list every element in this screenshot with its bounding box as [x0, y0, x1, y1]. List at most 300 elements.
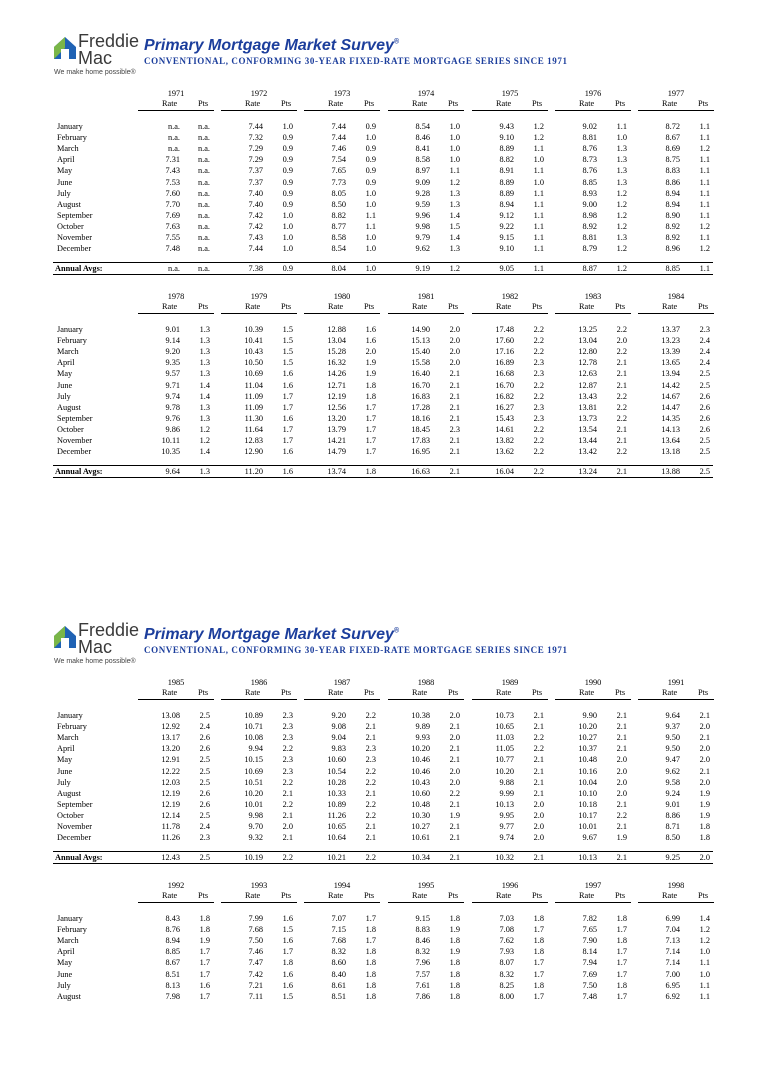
pts-value: 1.8 — [449, 991, 460, 1001]
pts-value: 2.0 — [699, 744, 710, 754]
rate-value: 7.43 — [248, 233, 263, 242]
rate-value: 12.71 — [327, 380, 346, 390]
annual-avg-pts: 1.2 — [449, 264, 460, 274]
pts-value: 1.3 — [199, 347, 210, 357]
pts-value: 2.0 — [449, 358, 460, 368]
rate-value: 9.15 — [499, 233, 514, 242]
annual-avg-rate: 11.20 — [244, 467, 263, 477]
annual-avg-rate: 13.74 — [327, 467, 346, 477]
pts-value: 2.0 — [282, 822, 293, 831]
pts-value: 1.6 — [282, 380, 293, 390]
annual-avg-rate: 10.34 — [411, 853, 430, 863]
pts-value: 2.2 — [282, 777, 293, 787]
rate-value: 14.21 — [327, 436, 346, 445]
rate-value: 7.65 — [331, 166, 346, 176]
pts-value: 2.2 — [533, 336, 544, 346]
rate-value: 7.55 — [165, 233, 180, 242]
column-header-rule — [138, 902, 214, 903]
rate-value: 9.15 — [415, 914, 430, 923]
rate-value: 9.22 — [499, 221, 514, 231]
pts-value: 2.5 — [699, 436, 710, 445]
column-header-rule — [221, 110, 297, 111]
rate-value: 11.09 — [244, 391, 263, 401]
rate-value: 13.17 — [161, 733, 180, 743]
rate-header: Rate — [496, 688, 512, 697]
pts-value: 1.3 — [616, 166, 627, 176]
pts-value: 1.0 — [282, 210, 293, 220]
month-label: June — [57, 177, 73, 187]
rate-value: 17.48 — [495, 325, 514, 334]
rate-value: 8.58 — [331, 233, 346, 242]
rate-value: 9.67 — [582, 833, 597, 843]
rate-value: 10.43 — [244, 347, 263, 357]
pts-value: 1.4 — [449, 233, 460, 242]
pts-value: 2.3 — [533, 402, 544, 412]
rate-value: 8.51 — [331, 991, 346, 1001]
pts-value: 1.1 — [699, 177, 710, 187]
pts-value: 2.2 — [533, 744, 544, 754]
rate-value: 13.08 — [161, 711, 180, 720]
pts-value: 1.6 — [282, 936, 293, 946]
pts-value: 1.3 — [199, 336, 210, 346]
rate-value: 8.83 — [415, 925, 430, 935]
rate-value: 10.11 — [161, 436, 180, 445]
rate-value: 16.82 — [495, 391, 514, 401]
rate-value: 8.81 — [582, 233, 597, 242]
pts-value: 2.0 — [616, 755, 627, 765]
pts-value: 2.2 — [365, 777, 376, 787]
pts-value: 2.2 — [533, 325, 544, 334]
pts-value: 2.0 — [449, 325, 460, 334]
rate-value: 9.14 — [165, 336, 180, 346]
pts-value: 2.1 — [616, 358, 627, 368]
pts-value: 1.7 — [365, 436, 376, 445]
pts-value: 2.1 — [449, 833, 460, 843]
page-2 — [0, 622, 768, 1092]
pts-value: 1.8 — [282, 958, 293, 968]
pts-header: Pts — [448, 99, 459, 108]
rate-header: Rate — [162, 891, 178, 900]
rate-value: n.a. — [168, 122, 180, 131]
pts-value: 2.5 — [199, 755, 210, 765]
column-header-rule — [388, 902, 464, 903]
rate-value: 7.65 — [582, 925, 597, 935]
rate-value: 9.24 — [665, 788, 680, 798]
rate-value: 7.50 — [248, 936, 263, 946]
pts-value: 1.1 — [699, 991, 710, 1001]
rate-value: 8.83 — [665, 166, 680, 176]
year-label: 1977 — [667, 89, 685, 98]
year-label: 1988 — [417, 678, 435, 687]
rate-value: 10.28 — [327, 777, 346, 787]
pts-value: 1.8 — [449, 969, 460, 979]
pts-value: 2.1 — [533, 755, 544, 765]
pts-value: 2.3 — [282, 766, 293, 776]
rate-value: 7.69 — [582, 969, 597, 979]
pts-value: 2.3 — [533, 413, 544, 423]
month-label: September — [57, 413, 93, 423]
rate-value: 8.54 — [415, 122, 430, 131]
survey-title — [144, 626, 399, 644]
rate-value: 9.62 — [415, 244, 430, 254]
month-label: January — [57, 122, 83, 131]
pts-value: 2.4 — [199, 822, 210, 831]
brand-name-line2: Mac — [78, 637, 113, 657]
rate-value: 13.04 — [578, 336, 597, 346]
pts-value: 2.2 — [533, 424, 544, 434]
month-label: June — [57, 969, 73, 979]
column-header-rule — [472, 902, 548, 903]
rate-value: 7.44 — [331, 133, 346, 143]
rate-value: 7.46 — [248, 947, 263, 957]
column-header-rule — [555, 110, 631, 111]
year-label: 1991 — [667, 678, 685, 687]
rate-value: 10.43 — [411, 777, 430, 787]
rate-value: 9.35 — [165, 358, 180, 368]
rate-value: 8.92 — [665, 233, 680, 242]
pts-header: Pts — [615, 302, 626, 311]
rate-value: 14.67 — [661, 391, 680, 401]
rate-value: 12.78 — [578, 358, 597, 368]
rate-value: 8.69 — [665, 144, 680, 154]
pts-value: 1.7 — [616, 958, 627, 968]
pts-value: 1.8 — [533, 947, 544, 957]
brand-name-line2: Mac — [78, 48, 113, 68]
pts-value: 2.0 — [616, 766, 627, 776]
rate-value: 16.32 — [327, 358, 346, 368]
rate-value: 7.44 — [248, 122, 263, 131]
pts-value: 1.5 — [282, 358, 293, 368]
pts-value: 1.3 — [449, 199, 460, 209]
pts-value: 1.1 — [533, 166, 544, 176]
month-label: November — [57, 233, 93, 242]
rate-header: Rate — [579, 302, 595, 311]
annual-avg-rate: 9.19 — [415, 264, 430, 274]
annual-avg-rate: 16.63 — [411, 467, 430, 477]
pts-value: 1.8 — [365, 380, 376, 390]
pts-value: 1.2 — [699, 925, 710, 935]
rate-value: 18.45 — [411, 424, 430, 434]
pts-value: 2.2 — [533, 447, 544, 457]
annual-avg-pts: 2.1 — [616, 853, 627, 863]
pts-value: 1.1 — [699, 233, 710, 242]
column-header-rule — [472, 699, 548, 700]
month-label: August — [57, 402, 81, 412]
rate-value: 10.64 — [327, 833, 346, 843]
rate-value: 9.93 — [415, 733, 430, 743]
pts-value: 1.8 — [616, 914, 627, 923]
pts-value: 1.7 — [282, 402, 293, 412]
rate-value: 7.68 — [331, 936, 346, 946]
rate-value: 9.00 — [582, 199, 597, 209]
pts-value: 2.2 — [533, 347, 544, 357]
pts-header: Pts — [532, 891, 543, 900]
month-label: April — [57, 744, 75, 754]
pts-value: 2.1 — [699, 711, 710, 720]
pts-value: 2.0 — [699, 722, 710, 732]
rate-value: 12.22 — [161, 766, 180, 776]
rate-value: 13.54 — [578, 424, 597, 434]
rate-header: Rate — [412, 688, 428, 697]
rate-value: 18.16 — [411, 413, 430, 423]
rate-value: 7.47 — [248, 958, 263, 968]
rate-value: 9.50 — [665, 744, 680, 754]
pts-value: 2.2 — [616, 413, 627, 423]
pts-header: Pts — [364, 891, 375, 900]
annual-avg-pts: 2.1 — [533, 853, 544, 863]
pts-value: 1.7 — [365, 914, 376, 923]
pts-value: 1.7 — [365, 413, 376, 423]
survey-title-text: Primary Mortgage Market Survey — [144, 626, 394, 643]
pts-value: 2.0 — [449, 336, 460, 346]
rate-value: 9.62 — [665, 766, 680, 776]
pts-value: 1.9 — [699, 799, 710, 809]
pts-header: Pts — [532, 688, 543, 697]
rate-value: 8.76 — [582, 144, 597, 154]
year-label: 1974 — [417, 89, 435, 98]
pts-value: 1.9 — [365, 369, 376, 379]
pts-header: Pts — [448, 302, 459, 311]
pts-value: 1.1 — [616, 122, 627, 131]
rate-value: 14.90 — [411, 325, 430, 334]
pts-value: 1.8 — [616, 980, 627, 990]
pts-value: 2.6 — [199, 733, 210, 743]
rate-header: Rate — [662, 891, 678, 900]
rate-value: 13.20 — [161, 744, 180, 754]
month-label: July — [57, 391, 71, 401]
rate-value: 10.30 — [411, 810, 430, 820]
rate-value: 8.61 — [331, 980, 346, 990]
rate-value: 14.47 — [661, 402, 680, 412]
rate-value: 10.08 — [244, 733, 263, 743]
year-label: 1982 — [501, 292, 519, 301]
rate-value: 13.20 — [327, 413, 346, 423]
pts-value: 2.1 — [449, 380, 460, 390]
year-label: 1996 — [501, 881, 519, 890]
survey-subtitle: CONVENTIONAL, CONFORMING 30-YEAR FIXED-RATE MORTGAGE SERIES SINCE 1971 — [144, 645, 568, 655]
rate-value: 12.91 — [161, 755, 180, 765]
rate-value: 12.19 — [161, 799, 180, 809]
pts-value: 1.1 — [533, 221, 544, 231]
rate-value: 7.70 — [165, 199, 180, 209]
pts-value: 2.2 — [616, 447, 627, 457]
rate-value: 10.50 — [244, 358, 263, 368]
rate-value: 7.37 — [248, 177, 263, 187]
rate-header: Rate — [496, 891, 512, 900]
pts-value: 2.0 — [449, 711, 460, 720]
year-label: 1979 — [250, 292, 268, 301]
pts-header: Pts — [364, 302, 375, 311]
pts-value: 1.1 — [699, 166, 710, 176]
pts-header: Pts — [198, 99, 209, 108]
pts-value: n.a. — [198, 177, 210, 187]
rate-value: 10.15 — [244, 755, 263, 765]
rate-value: 8.79 — [582, 244, 597, 254]
pts-value: 2.1 — [449, 755, 460, 765]
rate-value: 8.90 — [665, 210, 680, 220]
month-label: May — [57, 369, 73, 379]
annual-avg-pts: 2.2 — [365, 853, 376, 863]
pts-value: 2.2 — [449, 788, 460, 798]
rate-value: 7.31 — [165, 155, 180, 165]
rate-value: 10.60 — [327, 755, 346, 765]
year-label: 1976 — [584, 89, 602, 98]
rate-value: 14.13 — [661, 424, 680, 434]
rate-value: 9.96 — [415, 210, 430, 220]
pts-value: 2.6 — [199, 744, 210, 754]
rate-value: 11.03 — [495, 733, 514, 743]
rate-value: 9.10 — [499, 133, 514, 143]
pts-value: 2.0 — [699, 777, 710, 787]
rate-header: Rate — [245, 891, 261, 900]
rate-value: 7.32 — [248, 133, 263, 143]
rate-value: 8.85 — [582, 177, 597, 187]
pts-value: 1.1 — [533, 144, 544, 154]
pts-value: 1.2 — [616, 199, 627, 209]
rate-value: 7.21 — [248, 980, 263, 990]
rate-value: 11.26 — [327, 810, 346, 820]
rate-header: Rate — [662, 302, 678, 311]
column-header-rule — [304, 699, 380, 700]
month-label: November — [57, 822, 93, 831]
rate-value: 8.96 — [665, 244, 680, 254]
rate-value: 9.71 — [165, 380, 180, 390]
pts-value: 2.2 — [282, 799, 293, 809]
rate-value: 12.14 — [161, 810, 180, 820]
rate-value: 11.09 — [244, 402, 263, 412]
rate-header: Rate — [245, 302, 261, 311]
rate-header: Rate — [162, 302, 178, 311]
pts-value: 1.9 — [365, 358, 376, 368]
pts-value: 2.0 — [533, 810, 544, 820]
rate-value: 16.83 — [411, 391, 430, 401]
pts-value: 1.8 — [365, 925, 376, 935]
rate-value: 10.41 — [244, 336, 263, 346]
pts-value: 2.2 — [282, 744, 293, 754]
pts-value: 1.0 — [699, 947, 710, 957]
rate-value: 6.92 — [665, 991, 680, 1001]
rate-value: 11.26 — [161, 833, 180, 843]
rate-value: 11.30 — [244, 413, 263, 423]
rate-value: 14.26 — [327, 369, 346, 379]
rate-value: 8.32 — [331, 947, 346, 957]
year-label: 1989 — [501, 678, 519, 687]
rate-value: 10.65 — [327, 822, 346, 831]
rate-value: 9.94 — [248, 744, 263, 754]
pts-value: 1.7 — [616, 947, 627, 957]
pts-value: 1.7 — [282, 424, 293, 434]
pts-header: Pts — [198, 688, 209, 697]
rate-value: 13.44 — [578, 436, 597, 445]
rate-value: 13.65 — [661, 358, 680, 368]
month-label: August — [57, 199, 81, 209]
year-block — [0, 678, 768, 878]
pts-value: 1.1 — [533, 199, 544, 209]
rate-value: 10.20 — [411, 744, 430, 754]
rate-value: 8.81 — [582, 133, 597, 143]
pts-value: 1.0 — [365, 244, 376, 254]
pts-value: 1.0 — [533, 177, 544, 187]
pts-value: 1.7 — [616, 991, 627, 1001]
rate-value: 10.20 — [244, 788, 263, 798]
pts-value: 1.3 — [616, 177, 627, 187]
rate-value: 10.65 — [495, 722, 514, 732]
rate-value: 11.64 — [244, 424, 263, 434]
rate-value: 8.32 — [415, 947, 430, 957]
rate-value: 13.73 — [578, 413, 597, 423]
pts-value: 1.3 — [449, 188, 460, 198]
pts-value: 1.7 — [282, 436, 293, 445]
pts-value: 1.1 — [533, 244, 544, 254]
annual-avg-pts: 1.1 — [699, 264, 710, 274]
month-label: February — [57, 336, 87, 346]
rate-value: 10.54 — [327, 766, 346, 776]
pts-value: 1.2 — [616, 221, 627, 231]
month-label: December — [57, 244, 92, 254]
rate-value: 16.70 — [495, 380, 514, 390]
rate-value: 7.86 — [415, 991, 430, 1001]
rate-value: 8.85 — [165, 947, 180, 957]
rate-value: 7.68 — [248, 925, 263, 935]
month-label: January — [57, 914, 83, 923]
rate-value: 9.86 — [165, 424, 180, 434]
pts-header: Pts — [281, 302, 292, 311]
rate-value: 9.57 — [165, 369, 180, 379]
pts-value: n.a. — [198, 144, 210, 154]
pts-value: 1.2 — [699, 936, 710, 946]
annual-avg-rate: 10.19 — [244, 853, 263, 863]
column-header-rule — [472, 313, 548, 314]
pts-value: 1.7 — [282, 391, 293, 401]
year-label: 1986 — [250, 678, 268, 687]
pts-value: 1.8 — [365, 991, 376, 1001]
rate-value: 17.83 — [411, 436, 430, 445]
rate-value: 7.99 — [248, 914, 263, 923]
pts-value: 2.0 — [533, 799, 544, 809]
rate-value: 10.48 — [411, 799, 430, 809]
column-header-rule — [388, 110, 464, 111]
pts-value: 2.0 — [449, 766, 460, 776]
pts-value: 1.6 — [365, 336, 376, 346]
pts-value: 2.0 — [449, 347, 460, 357]
pts-value: 1.7 — [365, 936, 376, 946]
rate-value: 9.01 — [165, 325, 180, 334]
pts-value: 1.8 — [533, 914, 544, 923]
annual-avg-pts: n.a. — [198, 264, 210, 274]
pts-value: n.a. — [198, 221, 210, 231]
rate-header: Rate — [412, 99, 428, 108]
rate-value: 8.82 — [499, 155, 514, 165]
pts-value: 2.4 — [699, 347, 710, 357]
pts-value: 1.7 — [282, 947, 293, 957]
column-header-rule — [138, 110, 214, 111]
annual-avgs-label: Annual Avgs: — [55, 467, 103, 477]
month-label: January — [57, 711, 83, 720]
rate-value: 9.79 — [415, 233, 430, 242]
rate-value: 9.83 — [331, 744, 346, 754]
pts-value: 1.5 — [449, 221, 460, 231]
pts-value: 1.8 — [365, 391, 376, 401]
rate-header: Rate — [579, 99, 595, 108]
annual-avg-rate: 9.05 — [499, 264, 514, 274]
pts-value: 2.0 — [699, 755, 710, 765]
pts-value: 1.8 — [533, 936, 544, 946]
pts-value: 1.6 — [365, 325, 376, 334]
pts-header: Pts — [698, 302, 709, 311]
rate-value: 12.87 — [578, 380, 597, 390]
annual-avg-rate: 8.87 — [582, 264, 597, 274]
rate-value: 12.90 — [244, 447, 263, 457]
